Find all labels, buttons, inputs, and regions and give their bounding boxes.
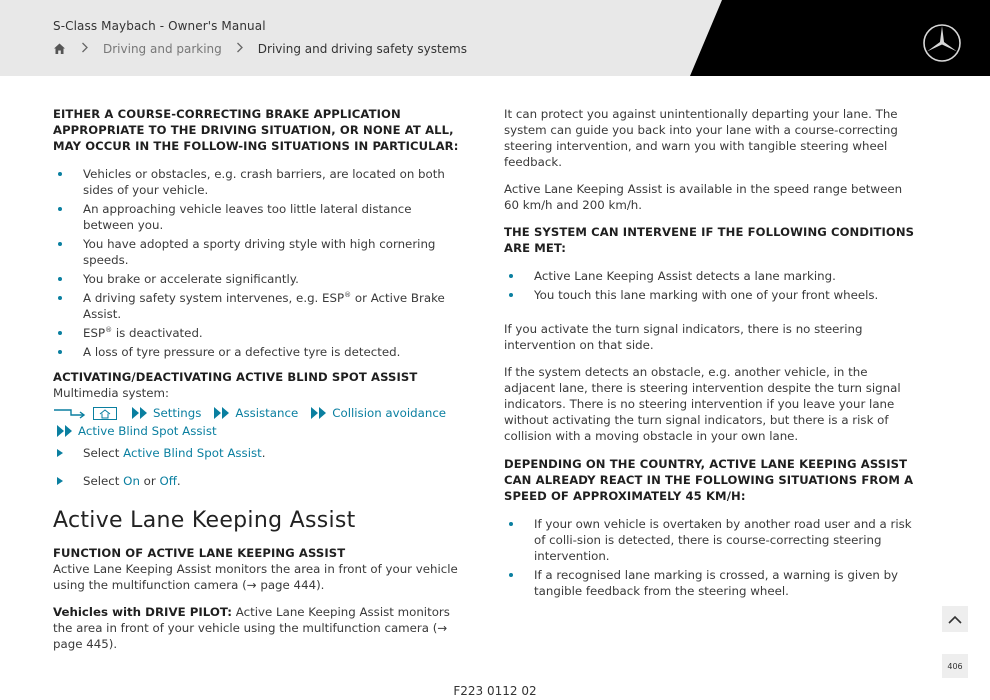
path-collision-avoidance[interactable]: Collision avoidance bbox=[310, 405, 446, 421]
conditions-list bbox=[504, 268, 916, 303]
blind-spot-link[interactable]: Active Blind Spot Assist bbox=[123, 446, 262, 460]
path-settings[interactable]: Settings bbox=[131, 405, 201, 421]
chevron-right-icon bbox=[80, 42, 90, 56]
on-link[interactable]: On bbox=[123, 474, 140, 488]
path-assistance[interactable]: Assistance bbox=[213, 405, 298, 421]
country-list bbox=[504, 516, 916, 599]
manual-title: S-Class Maybach - Owner's Manual bbox=[53, 19, 266, 33]
country-heading: DEPENDING ON THE COUNTRY, ACTIVE LANE KEEPING ASSIST CAN ALREADY REACT IN THE FOLLOWING SITUATIONS FROM A SPEED OF APPROXIMATELY 45 KM/H: bbox=[504, 457, 914, 503]
list-item-tail: or Active Brake Assist. bbox=[83, 291, 445, 321]
drive-pilot-paragraph bbox=[53, 604, 465, 652]
footer-code: F223 0112 02 bbox=[453, 684, 537, 698]
list-item: An approaching vehicle leaves too little lateral distance between you. bbox=[53, 201, 465, 233]
obstacle-paragraph: If the system detects an obstacle, e.g. another vehicle, in the adjacent lane, there is steering intervention despite the turn signal indicators. There is no steering intervention if you leave your lane without activating the turn signal indicators, but there is a risk of collision with a moving obstacle in your own lane. bbox=[504, 365, 901, 443]
list-item bbox=[53, 290, 465, 322]
path-active-blind-spot-assist[interactable]: Active Blind Spot Assist bbox=[53, 423, 217, 439]
list-item-text: is deactivated. bbox=[115, 326, 203, 340]
list-item-head: ESP bbox=[83, 326, 106, 340]
registered-mark: ® bbox=[105, 326, 113, 334]
page-number-badge: 406 bbox=[942, 654, 968, 678]
intro-heading: EITHER A COURSE-CORRECTING BRAKE APPLICATION APPROPRIATE TO THE DRIVING SITUATION, OR NONE AT ALL, MAY OCCUR IN THE FOLLOW-ING SITUATIONS IN PARTICULAR: bbox=[53, 107, 459, 153]
turn-signal-paragraph: If you activate the turn signal indicators, there is no steering intervention on that side. bbox=[504, 322, 863, 352]
step-select-on-off: Select On or Off. bbox=[53, 473, 465, 489]
situations-list bbox=[53, 166, 465, 360]
double-arrow-icon bbox=[56, 425, 74, 437]
section-title: Active Lane Keeping Assist bbox=[53, 508, 356, 533]
path-start bbox=[53, 406, 131, 420]
breadcrumb-driving-and-parking[interactable]: Driving and parking bbox=[103, 42, 222, 56]
list-item: If a recognised lane marking is crossed, a warning is given by tangible feedback from the steering wheel. bbox=[504, 567, 916, 599]
function-heading: FUNCTION OF ACTIVE LANE KEEPING ASSIST bbox=[53, 546, 346, 560]
speed-range-paragraph: Active Lane Keeping Assist is available in the speed range between 60 km/h and 200 km/h. bbox=[504, 182, 903, 212]
menu-path bbox=[53, 405, 465, 439]
protection-paragraph: It can protect you against unintentionally departing your lane. The system can guide you back into your lane with a course-correcting steering intervention, and warn you with tangible steering wheel feedback. bbox=[504, 107, 898, 169]
chevron-up-icon bbox=[948, 615, 962, 624]
double-arrow-icon bbox=[131, 407, 149, 419]
double-arrow-icon bbox=[310, 407, 328, 419]
list-item: If your own vehicle is overtaken by another road user and a risk of colli-sion is detected, there is course-correcting steering intervention. bbox=[504, 516, 916, 564]
list-item: You brake or accelerate significantly. bbox=[53, 271, 465, 287]
list-item-text: A driving safety system intervenes, e.g. ESP bbox=[83, 291, 345, 305]
registered-mark: ® bbox=[344, 291, 352, 299]
scroll-to-top-button[interactable] bbox=[942, 606, 968, 632]
chevron-right-icon bbox=[235, 42, 245, 56]
function-text: Active Lane Keeping Assist monitors the area in front of your vehicle using the multifunction camera (→ page 444). bbox=[53, 562, 458, 592]
activating-heading: ACTIVATING/DEACTIVATING ACTIVE BLIND SPOT ASSIST bbox=[53, 370, 418, 384]
page-header bbox=[0, 0, 990, 76]
double-arrow-icon bbox=[213, 407, 231, 419]
conditions-heading: THE SYSTEM CAN INTERVENE IF THE FOLLOWING CONDITIONS ARE MET: bbox=[504, 225, 915, 255]
home-icon[interactable] bbox=[53, 42, 67, 56]
list-item: A loss of tyre pressure or a defective tyre is detected. bbox=[53, 344, 465, 360]
drive-pilot-label: Vehicles with DRIVE PILOT: bbox=[53, 605, 233, 619]
mercedes-star-logo bbox=[922, 23, 962, 63]
off-link[interactable]: Off bbox=[159, 474, 177, 488]
breadcrumb-current: Driving and driving safety systems bbox=[257, 42, 467, 56]
right-column bbox=[504, 106, 916, 602]
list-item: You have adopted a sporty driving style with high cornering speeds. bbox=[53, 236, 465, 268]
multimedia-label: Multimedia system: bbox=[53, 386, 169, 400]
drive-pilot-text: Active Lane Keeping Assist monitors the area in front of your vehicle using the multifunction camera (→ page 445). bbox=[53, 605, 450, 651]
list-item: Vehicles or obstacles, e.g. crash barriers, are located on both sides of your vehicle. bbox=[53, 166, 465, 198]
breadcrumb bbox=[53, 42, 467, 56]
home-icon bbox=[93, 407, 117, 420]
list-item: Active Lane Keeping Assist detects a lane marking. bbox=[504, 268, 916, 284]
path-start-arrow-icon bbox=[53, 406, 87, 420]
step-select-blind-spot: Select Active Blind Spot Assist. bbox=[53, 445, 465, 461]
left-column bbox=[53, 106, 465, 652]
list-item: You touch this lane marking with one of your front wheels. bbox=[504, 287, 916, 303]
list-item bbox=[53, 325, 465, 341]
